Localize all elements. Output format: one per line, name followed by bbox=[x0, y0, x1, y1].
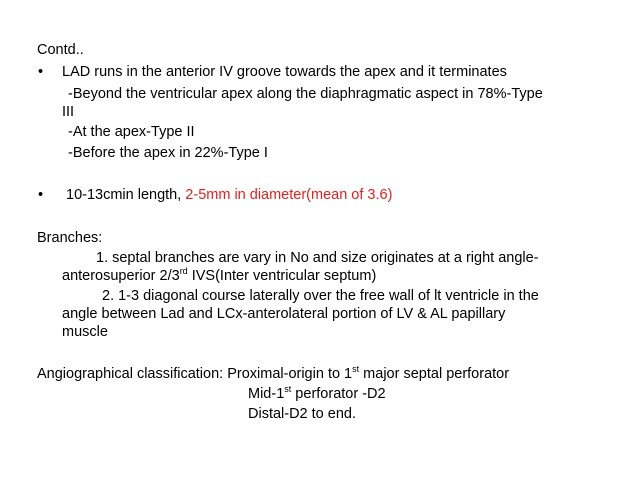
septal-branches-line-1: 1. septal branches are vary in No and size originates at a right angle- bbox=[96, 250, 539, 266]
lad-course-type-ii: -At the apex-Type II bbox=[68, 124, 195, 140]
classification-proximal: Angiographical classification: Proximal-origin to 1st major septal perforator bbox=[37, 364, 510, 382]
lad-diameter: 2-5mm in diameter(mean of 3.6) bbox=[185, 187, 393, 203]
lad-course-type-iii: -Beyond the ventricular apex along the diaphragmatic aspect in 78%-Type bbox=[68, 86, 543, 102]
lad-course-line-1: LAD runs in the anterior IV groove towards the apex and it terminates bbox=[62, 64, 507, 80]
classification-label: Angiographical classification: bbox=[37, 366, 228, 382]
bullet-marker: • bbox=[38, 187, 44, 203]
branches-title: Branches: bbox=[37, 230, 103, 246]
diagonal-branches-line-2: angle between Lad and LCx-anterolateral portion of LV & AL papillary bbox=[62, 306, 506, 322]
bullet-marker: • bbox=[38, 64, 44, 80]
lad-course-type-i: -Before the apex in 22%-Type I bbox=[68, 145, 268, 161]
classification-distal: Distal-D2 to end. bbox=[248, 406, 356, 422]
lad-course-type-iii-cont: III bbox=[62, 104, 75, 120]
lad-length: 10-13cmin length, bbox=[66, 187, 186, 203]
lad-dimensions bbox=[66, 187, 392, 204]
classification-mid: Mid-1st perforator -D2 bbox=[248, 384, 386, 402]
septal-branches-line-2: anterosuperior 2/3rd IVS(Inter ventricular septum) bbox=[62, 266, 377, 284]
diagonal-branches-line-1: 2. 1-3 diagonal course laterally over the free wall of lt ventricle in the bbox=[102, 288, 539, 304]
diagonal-branches-line-3: muscle bbox=[62, 324, 108, 340]
slide-heading: Contd.. bbox=[37, 42, 84, 58]
